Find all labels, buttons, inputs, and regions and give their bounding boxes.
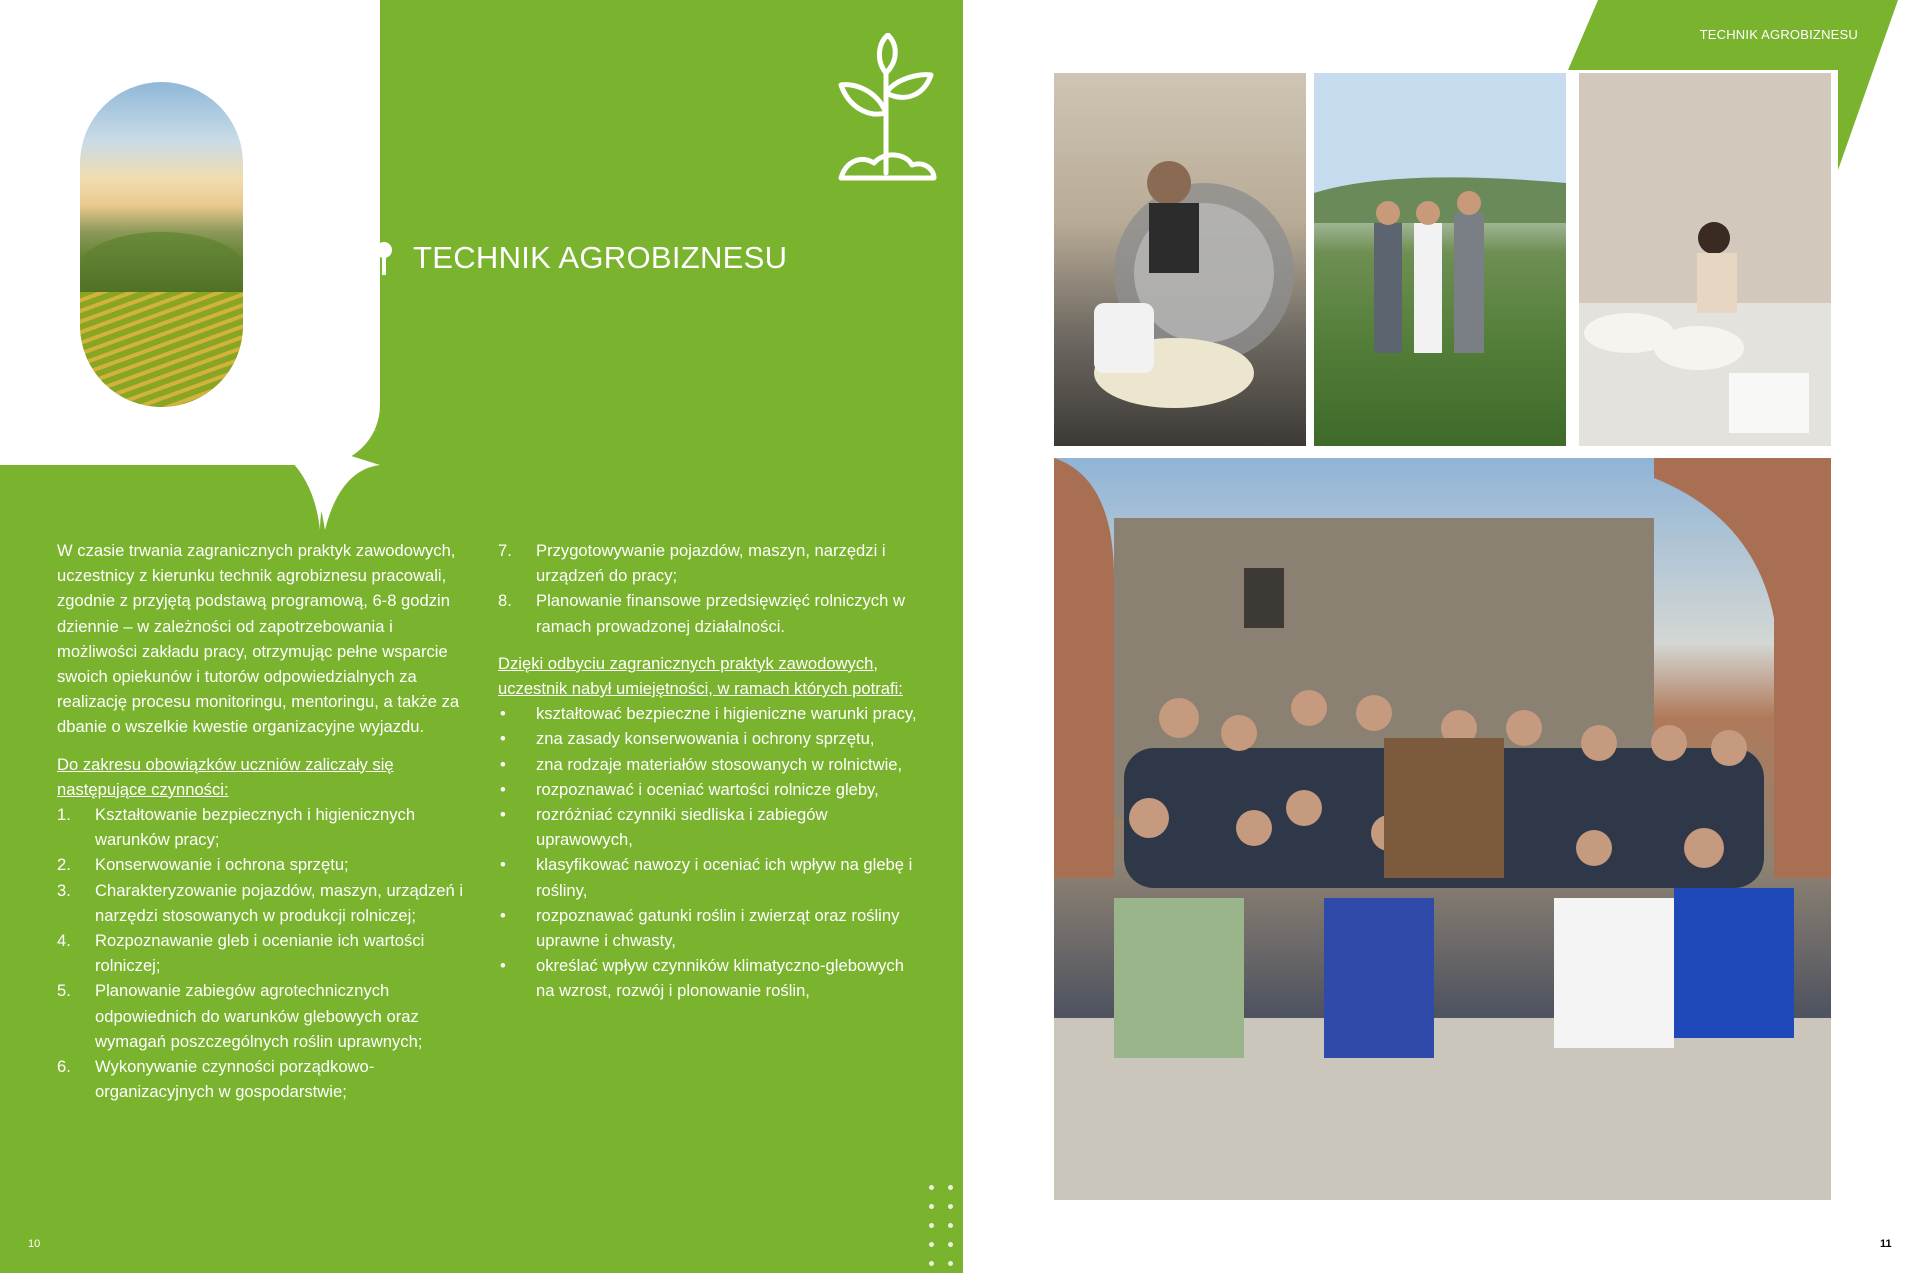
photo-vineyard-people bbox=[1314, 73, 1566, 446]
photo-cheese-kettle bbox=[1054, 73, 1306, 446]
list-item: 5. Planowanie zabiegów agrotechnicznych odpowiednich do warunków glebowych oraz wymagań poszczególnych roślin uprawnych; bbox=[57, 981, 423, 1051]
duties-heading: Do zakresu obowiązków uczniów zaliczały się następujące czynności: bbox=[57, 754, 394, 799]
photo-group bbox=[1054, 458, 1831, 1200]
list-item: 3. Charakteryzowanie pojazdów, maszyn, urządzeń i narzędzi stosowanych w produkcji rolniczej; bbox=[57, 880, 464, 925]
banner-label: TECHNIK AGROBIZNESU bbox=[1699, 27, 1858, 42]
decorative-dots bbox=[922, 1178, 962, 1273]
list-item: 2. Konserwowanie i ochrona sprzętu; bbox=[57, 855, 349, 875]
list-item: 6. Wykonywanie czynności porządkowo-organizacyjnych w gospodarstwie; bbox=[57, 1057, 375, 1102]
list-item: 1. Kształtowanie bezpiecznych i higienicznych warunków pracy; bbox=[57, 805, 416, 850]
text-column-2 bbox=[498, 538, 918, 1004]
title-row bbox=[373, 240, 787, 276]
list-item: • kształtować bezpieczne i higieniczne warunki pracy, bbox=[500, 704, 917, 724]
list-item: • określać wpływ czynników klimatyczno-glebowych na wzrost, rozwój i plonowanie roślin, bbox=[500, 956, 904, 1001]
intro-paragraph: W czasie trwania zagranicznych praktyk zawodowych, uczestnicy z kierunku technik agrobiznesu pracowali, zgodnie z przyjętą podstawą programową, 6-8 godzin dziennie – w zależności od zapotrzebowania i możliwości zakładu pracy, otrzymując pełne wsparcie swoich opiekunów i tutorów odpowiedzialnych za realizację procesu monitoringu, mentoringu, a także za dbanie o wszelkie kwestie organizacyjne wyjazdu. bbox=[57, 541, 460, 737]
text-column-1 bbox=[57, 538, 467, 1104]
skills-list bbox=[498, 701, 918, 1003]
list-item: • rozpoznawać gatunki roślin i zwierząt oraz rośliny uprawne i chwasty, bbox=[500, 905, 900, 951]
list-item: • rozpoznawać i oceniać wartości rolnicze gleby, bbox=[500, 779, 879, 799]
list-item: • rozróżniać czynniki siedliska i zabiegów uprawowych, bbox=[500, 805, 828, 850]
list-item: 4. Rozpoznawanie gleb i ocenianie ich wartości rolniczej; bbox=[57, 931, 425, 976]
duties-list-continued bbox=[498, 538, 918, 639]
skills-heading: Dzięki odbyciu zagranicznych praktyk zawodowych, uczestnik nabył umiejętności, w ramach których potrafi: bbox=[498, 653, 903, 699]
landscape-photo bbox=[80, 82, 243, 407]
white-panel-corner bbox=[300, 440, 380, 530]
list-item: • zna zasady konserwowania i ochrony sprzętu, bbox=[500, 729, 875, 749]
right-page bbox=[963, 0, 1920, 1273]
list-item: • klasyfikować nawozy i oceniać ich wpływ na glebę i rośliny, bbox=[500, 855, 913, 900]
list-item: 7. Przygotowywanie pojazdów, maszyn, narzędzi i urządzeń do pracy; bbox=[498, 541, 886, 586]
page-title: TECHNIK AGROBIZNESU bbox=[413, 240, 788, 275]
location-pin-icon bbox=[373, 241, 395, 275]
list-item: • zna rodzaje materiałów stosowanych w rolnictwie, bbox=[500, 754, 903, 774]
duties-list bbox=[57, 802, 467, 1104]
list-item: 8. Planowanie finansowe przedsięwzięć rolniczych w ramach prowadzonej działalności. bbox=[498, 591, 905, 636]
plant-icon bbox=[836, 33, 938, 183]
page-number: 10 bbox=[28, 1238, 41, 1250]
photo-cheese-molds bbox=[1579, 73, 1831, 446]
page-number: 11 bbox=[1880, 1238, 1892, 1250]
